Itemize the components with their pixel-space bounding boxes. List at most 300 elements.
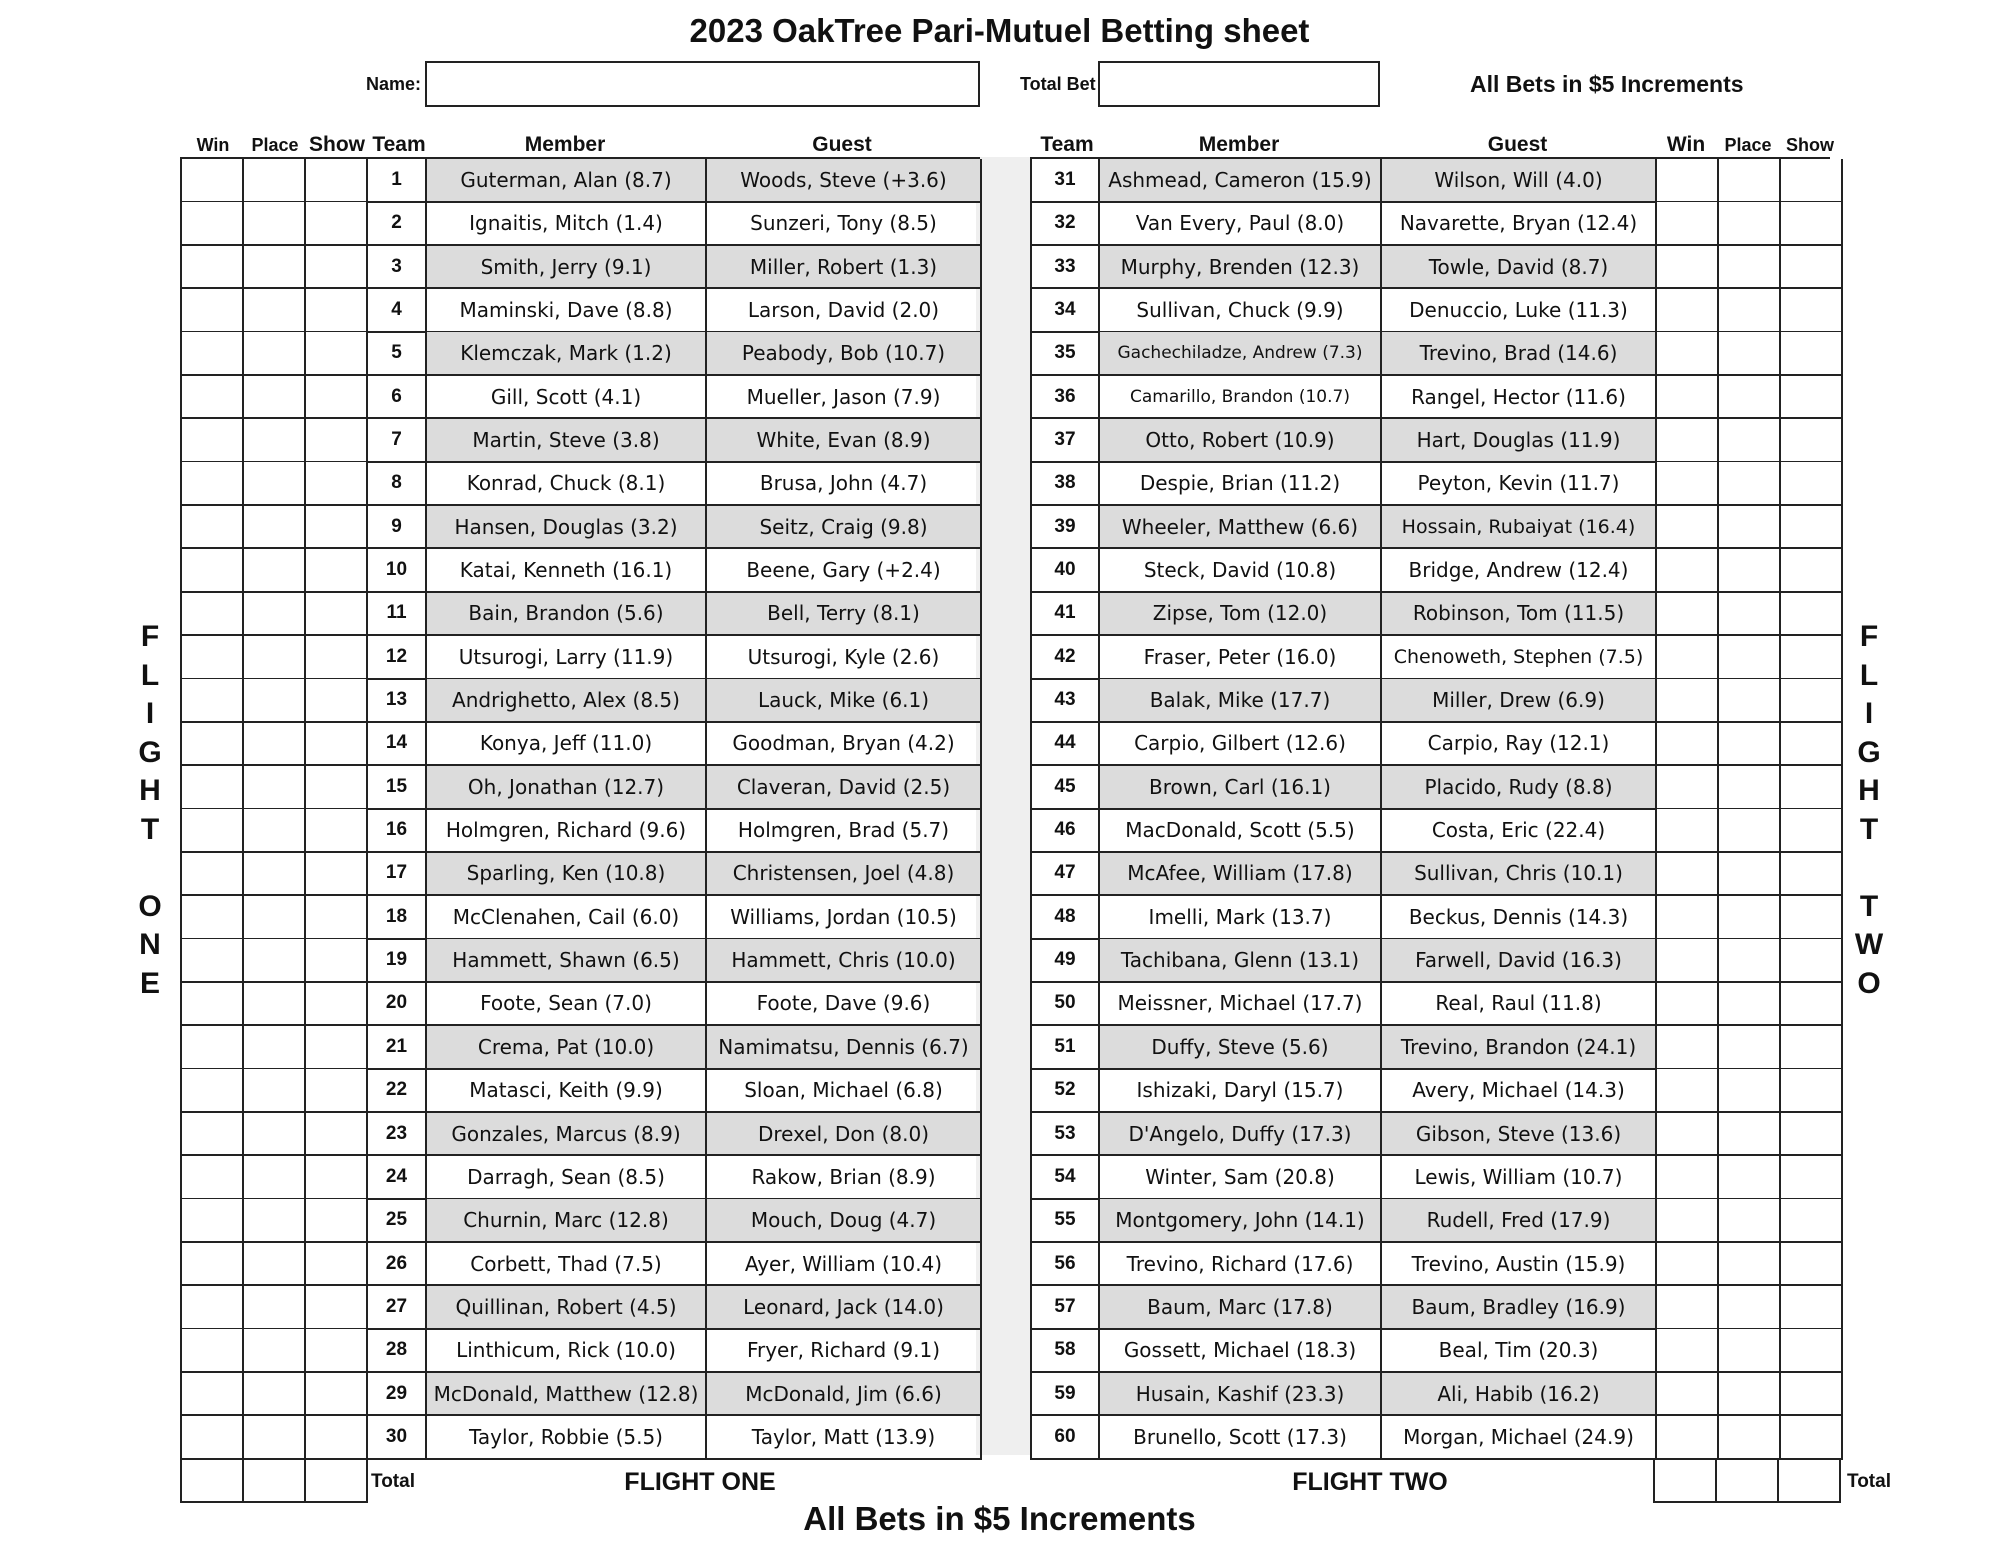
bet-win-cell[interactable] xyxy=(1657,1113,1719,1157)
member-name: Van Every, Paul (8.0) xyxy=(1100,202,1382,246)
table-row xyxy=(1030,1286,1841,1330)
bet-win-cell[interactable] xyxy=(1657,636,1719,680)
bet-place-cell[interactable] xyxy=(244,636,306,680)
bet-place-cell[interactable] xyxy=(244,419,306,463)
bet-show-cell[interactable] xyxy=(306,809,368,853)
bet-show-cell[interactable] xyxy=(306,246,368,290)
guest-name: Miller, Drew (6.9) xyxy=(1382,679,1657,723)
team-number: 2 xyxy=(368,202,427,246)
total-show-cell[interactable] xyxy=(306,1460,368,1504)
bet-show-cell[interactable] xyxy=(1781,1156,1843,1200)
guest-name: McDonald, Jim (6.6) xyxy=(707,1373,982,1417)
bet-place-cell[interactable] xyxy=(1719,246,1781,290)
team-number: 13 xyxy=(368,679,427,723)
table-row xyxy=(182,636,982,680)
bet-win-cell[interactable] xyxy=(1657,202,1719,246)
side-letter: L xyxy=(140,658,160,692)
bet-place-cell[interactable] xyxy=(1719,159,1781,203)
bet-place-cell[interactable] xyxy=(244,332,306,376)
guest-name: Rakow, Brian (8.9) xyxy=(707,1156,982,1200)
team-number: 36 xyxy=(1032,376,1100,420)
guest-name: Namimatsu, Dennis (6.7) xyxy=(707,1026,982,1070)
guest-name: Real, Raul (11.8) xyxy=(1382,983,1657,1027)
bet-place-cell[interactable] xyxy=(1719,506,1781,550)
bet-win-cell[interactable] xyxy=(1657,376,1719,420)
bet-show-cell[interactable] xyxy=(306,202,368,246)
member-name: Matasci, Keith (9.9) xyxy=(427,1069,707,1113)
bet-win-cell[interactable] xyxy=(182,679,244,723)
table-row xyxy=(1030,1069,1841,1113)
bet-place-cell[interactable] xyxy=(244,939,306,983)
bet-show-cell[interactable] xyxy=(1781,896,1843,940)
team-number: 31 xyxy=(1032,159,1100,203)
bet-win-cell[interactable] xyxy=(1657,419,1719,463)
bet-win-cell[interactable] xyxy=(182,1156,244,1200)
table-row xyxy=(182,679,982,723)
bet-win-cell[interactable] xyxy=(182,939,244,983)
bet-win-cell[interactable] xyxy=(1657,332,1719,376)
table-row xyxy=(1030,1416,1841,1460)
increments-note-footer: All Bets in $5 Increments xyxy=(803,1500,1196,1537)
total-place-cell[interactable] xyxy=(1717,1460,1779,1504)
bet-win-cell[interactable] xyxy=(182,332,244,376)
bet-win-cell[interactable] xyxy=(182,549,244,593)
bet-place-cell[interactable] xyxy=(1719,809,1781,853)
bet-place-cell[interactable] xyxy=(1719,462,1781,506)
bet-show-cell[interactable] xyxy=(306,159,368,203)
bet-show-cell[interactable] xyxy=(1781,506,1843,550)
bet-win-cell[interactable] xyxy=(1657,1243,1719,1287)
bet-show-cell[interactable] xyxy=(306,1199,368,1243)
bet-show-cell[interactable] xyxy=(1781,1243,1843,1287)
bet-place-cell[interactable] xyxy=(1719,1329,1781,1373)
bet-win-cell[interactable] xyxy=(1657,1416,1719,1460)
team-number: 6 xyxy=(368,376,427,420)
table-row xyxy=(1030,332,1841,376)
bet-win-cell[interactable] xyxy=(1657,1199,1719,1243)
bet-place-cell[interactable] xyxy=(244,1026,306,1070)
member-name: D'Angelo, Duffy (17.3) xyxy=(1100,1113,1382,1157)
table-row xyxy=(182,1329,982,1373)
bet-place-cell[interactable] xyxy=(244,376,306,420)
bet-win-cell[interactable] xyxy=(1657,1156,1719,1200)
bet-win-cell[interactable] xyxy=(182,159,244,203)
bet-win-cell[interactable] xyxy=(182,202,244,246)
bet-show-cell[interactable] xyxy=(306,766,368,810)
bet-place-cell[interactable] xyxy=(244,202,306,246)
member-name: Tachibana, Glenn (13.1) xyxy=(1100,939,1382,983)
bet-place-cell[interactable] xyxy=(244,549,306,593)
table-row xyxy=(182,289,982,333)
bet-win-cell[interactable] xyxy=(182,376,244,420)
bet-place-cell[interactable] xyxy=(244,289,306,333)
bet-win-cell[interactable] xyxy=(1657,1329,1719,1373)
bet-place-cell[interactable] xyxy=(1719,1026,1781,1070)
bet-show-cell[interactable] xyxy=(306,376,368,420)
team-number: 24 xyxy=(368,1156,427,1200)
bet-show-cell[interactable] xyxy=(1781,1113,1843,1157)
bet-place-cell[interactable] xyxy=(244,809,306,853)
bet-show-cell[interactable] xyxy=(306,723,368,767)
bet-win-cell[interactable] xyxy=(182,853,244,897)
bet-place-cell[interactable] xyxy=(1719,1156,1781,1200)
bet-win-cell[interactable] xyxy=(182,1329,244,1373)
bet-show-cell[interactable] xyxy=(306,1243,368,1287)
bet-place-cell[interactable] xyxy=(1719,896,1781,940)
bet-show-cell[interactable] xyxy=(306,1069,368,1113)
bet-win-cell[interactable] xyxy=(182,1026,244,1070)
bet-show-cell[interactable] xyxy=(306,506,368,550)
side-letter: O xyxy=(138,889,162,923)
bet-show-cell[interactable] xyxy=(306,853,368,897)
bet-win-cell[interactable] xyxy=(1657,1286,1719,1330)
bet-show-cell[interactable] xyxy=(1781,1026,1843,1070)
bet-place-cell[interactable] xyxy=(244,766,306,810)
bet-place-cell[interactable] xyxy=(1719,679,1781,723)
total-win-cell[interactable] xyxy=(182,1460,244,1504)
table-row xyxy=(182,809,982,853)
bet-show-cell[interactable] xyxy=(1781,939,1843,983)
bet-show-cell[interactable] xyxy=(1781,983,1843,1027)
bet-place-cell[interactable] xyxy=(1719,332,1781,376)
bet-place-cell[interactable] xyxy=(1719,1286,1781,1330)
bet-show-cell[interactable] xyxy=(1781,332,1843,376)
col-team-left: Team xyxy=(372,133,426,156)
bet-place-cell[interactable] xyxy=(244,1286,306,1330)
bet-place-cell[interactable] xyxy=(244,723,306,767)
col-member-left: Member xyxy=(524,133,606,156)
bet-show-cell[interactable] xyxy=(306,1113,368,1157)
bet-show-cell[interactable] xyxy=(1781,462,1843,506)
bet-show-cell[interactable] xyxy=(306,419,368,463)
member-name: Duffy, Steve (5.6) xyxy=(1100,1026,1382,1070)
bet-show-cell[interactable] xyxy=(306,679,368,723)
bet-place-cell[interactable] xyxy=(1719,1113,1781,1157)
guest-name: Rudell, Fred (17.9) xyxy=(1382,1199,1657,1243)
bet-show-cell[interactable] xyxy=(306,983,368,1027)
bet-place-cell[interactable] xyxy=(1719,376,1781,420)
flight-two-total-label: Total xyxy=(1847,1471,1891,1492)
side-letter: I xyxy=(1864,697,1874,730)
bet-place-cell[interactable] xyxy=(244,246,306,290)
member-name: MacDonald, Scott (5.5) xyxy=(1100,809,1382,853)
bet-show-cell[interactable] xyxy=(306,1329,368,1373)
bet-place-cell[interactable] xyxy=(244,853,306,897)
bet-show-cell[interactable] xyxy=(306,939,368,983)
bet-win-cell[interactable] xyxy=(182,636,244,680)
bet-show-cell[interactable] xyxy=(1781,593,1843,637)
team-number: 50 xyxy=(1032,983,1100,1027)
guest-name: Lauck, Mike (6.1) xyxy=(707,679,982,723)
guest-name: Taylor, Matt (13.9) xyxy=(707,1416,982,1460)
side-letter: H xyxy=(139,774,161,807)
bet-win-cell[interactable] xyxy=(1657,679,1719,723)
bet-win-cell[interactable] xyxy=(182,896,244,940)
total-place-cell[interactable] xyxy=(244,1460,306,1504)
team-number: 57 xyxy=(1032,1286,1100,1330)
bet-show-cell[interactable] xyxy=(1781,679,1843,723)
bet-win-cell[interactable] xyxy=(182,1286,244,1330)
bet-win-cell[interactable] xyxy=(1657,766,1719,810)
table-row xyxy=(182,939,982,983)
bet-show-cell[interactable] xyxy=(1781,1329,1843,1373)
bet-place-cell[interactable] xyxy=(1719,202,1781,246)
bet-place-cell[interactable] xyxy=(244,1199,306,1243)
total-show-cell[interactable] xyxy=(1779,1460,1841,1504)
bet-win-cell[interactable] xyxy=(182,1373,244,1417)
bet-show-cell[interactable] xyxy=(306,1156,368,1200)
side-letter: F xyxy=(1859,620,1879,653)
member-name: Balak, Mike (17.7) xyxy=(1100,679,1382,723)
guest-name: Goodman, Bryan (4.2) xyxy=(707,723,982,767)
bet-win-cell[interactable] xyxy=(182,1416,244,1460)
bet-place-cell[interactable] xyxy=(244,1243,306,1287)
member-name: Despie, Brian (11.2) xyxy=(1100,462,1382,506)
team-number: 11 xyxy=(368,593,427,637)
bet-place-cell[interactable] xyxy=(244,462,306,506)
member-name: Utsurogi, Larry (11.9) xyxy=(427,636,707,680)
name-input[interactable] xyxy=(425,61,980,107)
team-number: 27 xyxy=(368,1286,427,1330)
side-letter: T xyxy=(140,812,160,846)
bet-win-cell[interactable] xyxy=(182,1243,244,1287)
bet-show-cell[interactable] xyxy=(1781,1373,1843,1417)
bet-place-cell[interactable] xyxy=(244,896,306,940)
member-name: Otto, Robert (10.9) xyxy=(1100,419,1382,463)
bet-show-cell[interactable] xyxy=(306,1286,368,1330)
col-win-right: Win xyxy=(1666,133,1706,156)
col-win-left: Win xyxy=(196,135,230,155)
bet-show-cell[interactable] xyxy=(1781,289,1843,333)
team-number: 40 xyxy=(1032,549,1100,593)
bet-show-cell[interactable] xyxy=(1781,549,1843,593)
bet-win-cell[interactable] xyxy=(1657,506,1719,550)
center-divider xyxy=(976,157,1030,1455)
bet-show-cell[interactable] xyxy=(306,636,368,680)
team-number: 37 xyxy=(1032,419,1100,463)
bet-place-cell[interactable] xyxy=(244,1416,306,1460)
flight-one-total-label: Total xyxy=(371,1471,415,1492)
bet-win-cell[interactable] xyxy=(1657,246,1719,290)
bet-show-cell[interactable] xyxy=(1781,723,1843,767)
table-row xyxy=(182,246,982,290)
bet-win-cell[interactable] xyxy=(182,723,244,767)
bet-show-cell[interactable] xyxy=(306,1416,368,1460)
bet-win-cell[interactable] xyxy=(182,1199,244,1243)
bet-show-cell[interactable] xyxy=(306,1026,368,1070)
bet-place-cell[interactable] xyxy=(244,1329,306,1373)
bet-place-cell[interactable] xyxy=(244,1113,306,1157)
bet-win-cell[interactable] xyxy=(182,462,244,506)
bet-win-cell[interactable] xyxy=(182,766,244,810)
team-number: 54 xyxy=(1032,1156,1100,1200)
bet-win-cell[interactable] xyxy=(182,289,244,333)
bet-show-cell[interactable] xyxy=(1781,376,1843,420)
team-number: 19 xyxy=(368,939,427,983)
bet-show-cell[interactable] xyxy=(306,289,368,333)
bet-win-cell[interactable] xyxy=(182,419,244,463)
table-row xyxy=(182,766,982,810)
guest-name: Brusa, John (4.7) xyxy=(707,462,982,506)
bet-show-cell[interactable] xyxy=(1781,1416,1843,1460)
bet-show-cell[interactable] xyxy=(306,896,368,940)
flight-one-footer-label: FLIGHT ONE xyxy=(624,1468,776,1496)
bet-place-cell[interactable] xyxy=(1719,1243,1781,1287)
total-row xyxy=(180,1460,371,1504)
bet-show-cell[interactable] xyxy=(1781,202,1843,246)
member-name: Klemczak, Mark (1.2) xyxy=(427,332,707,376)
side-letter: H xyxy=(1858,774,1880,807)
team-number: 29 xyxy=(368,1373,427,1417)
table-row xyxy=(1030,939,1841,983)
bet-place-cell[interactable] xyxy=(1719,419,1781,463)
member-name: Katai, Kenneth (16.1) xyxy=(427,549,707,593)
member-name: Murphy, Brenden (12.3) xyxy=(1100,246,1382,290)
bet-place-cell[interactable] xyxy=(244,983,306,1027)
bet-show-cell[interactable] xyxy=(1781,1199,1843,1243)
table-row xyxy=(1030,636,1841,680)
guest-name: Carpio, Ray (12.1) xyxy=(1382,723,1657,767)
table-row xyxy=(1030,679,1841,723)
guest-name: Morgan, Michael (24.9) xyxy=(1382,1416,1657,1460)
table-row xyxy=(182,1026,982,1070)
team-number: 15 xyxy=(368,766,427,810)
member-name: McClenahen, Cail (6.0) xyxy=(427,896,707,940)
bet-show-cell[interactable] xyxy=(1781,853,1843,897)
bet-place-cell[interactable] xyxy=(1719,983,1781,1027)
member-name: Fraser, Peter (16.0) xyxy=(1100,636,1382,680)
guest-name: Rangel, Hector (11.6) xyxy=(1382,376,1657,420)
member-name: Smith, Jerry (9.1) xyxy=(427,246,707,290)
bet-place-cell[interactable] xyxy=(244,506,306,550)
bet-place-cell[interactable] xyxy=(244,1069,306,1113)
total-win-cell[interactable] xyxy=(1655,1460,1717,1504)
bet-place-cell[interactable] xyxy=(244,593,306,637)
team-number: 4 xyxy=(368,289,427,333)
team-number: 32 xyxy=(1032,202,1100,246)
flight-one-side-label xyxy=(130,618,170,1003)
member-name: Gill, Scott (4.1) xyxy=(427,376,707,420)
bet-win-cell[interactable] xyxy=(182,593,244,637)
sheet-title: 2023 OakTree Pari-Mutuel Betting sheet xyxy=(689,12,1310,49)
bet-show-cell[interactable] xyxy=(306,332,368,376)
bet-win-cell[interactable] xyxy=(1657,462,1719,506)
table-row xyxy=(182,1156,982,1200)
bet-show-cell[interactable] xyxy=(1781,159,1843,203)
bet-win-cell[interactable] xyxy=(1657,723,1719,767)
bet-show-cell[interactable] xyxy=(306,1373,368,1417)
bet-place-cell[interactable] xyxy=(1719,939,1781,983)
bet-show-cell[interactable] xyxy=(1781,246,1843,290)
bet-win-cell[interactable] xyxy=(1657,1069,1719,1113)
table-row xyxy=(1030,766,1841,810)
bet-win-cell[interactable] xyxy=(1657,593,1719,637)
guest-name: Sunzeri, Tony (8.5) xyxy=(707,202,982,246)
bet-place-cell[interactable] xyxy=(244,159,306,203)
bet-place-cell[interactable] xyxy=(1719,1199,1781,1243)
bet-win-cell[interactable] xyxy=(1657,896,1719,940)
team-number: 33 xyxy=(1032,246,1100,290)
bet-place-cell[interactable] xyxy=(1719,289,1781,333)
bet-win-cell[interactable] xyxy=(182,246,244,290)
bet-win-cell[interactable] xyxy=(1657,1373,1719,1417)
bet-show-cell[interactable] xyxy=(306,462,368,506)
bet-show-cell[interactable] xyxy=(1781,809,1843,853)
bet-win-cell[interactable] xyxy=(1657,939,1719,983)
member-name: Montgomery, John (14.1) xyxy=(1100,1199,1382,1243)
bet-show-cell[interactable] xyxy=(1781,1069,1843,1113)
guest-name: Peabody, Bob (10.7) xyxy=(707,332,982,376)
team-number: 26 xyxy=(368,1243,427,1287)
guest-name: Beene, Gary (+2.4) xyxy=(707,549,982,593)
bet-show-cell[interactable] xyxy=(306,549,368,593)
name-label: Name: xyxy=(366,74,422,94)
bet-win-cell[interactable] xyxy=(1657,549,1719,593)
member-name: Konya, Jeff (11.0) xyxy=(427,723,707,767)
bet-win-cell[interactable] xyxy=(1657,983,1719,1027)
bet-win-cell[interactable] xyxy=(182,809,244,853)
bet-win-cell[interactable] xyxy=(1657,853,1719,897)
bet-show-cell[interactable] xyxy=(1781,419,1843,463)
member-name: Churnin, Marc (12.8) xyxy=(427,1199,707,1243)
guest-name: Sullivan, Chris (10.1) xyxy=(1382,853,1657,897)
bet-place-cell[interactable] xyxy=(244,1156,306,1200)
bet-win-cell[interactable] xyxy=(182,983,244,1027)
bet-place-cell[interactable] xyxy=(244,1373,306,1417)
bet-show-cell[interactable] xyxy=(306,593,368,637)
bet-place-cell[interactable] xyxy=(1719,853,1781,897)
guest-name: Wilson, Will (4.0) xyxy=(1382,159,1657,203)
bet-show-cell[interactable] xyxy=(1781,766,1843,810)
table-row xyxy=(182,332,982,376)
team-number: 44 xyxy=(1032,723,1100,767)
member-name: Winter, Sam (20.8) xyxy=(1100,1156,1382,1200)
member-name: Gossett, Michael (18.3) xyxy=(1100,1329,1382,1373)
member-name: Brunello, Scott (17.3) xyxy=(1100,1416,1382,1460)
bet-win-cell[interactable] xyxy=(1657,289,1719,333)
bet-place-cell[interactable] xyxy=(1719,1416,1781,1460)
bet-win-cell[interactable] xyxy=(1657,159,1719,203)
total-bet-input[interactable] xyxy=(1098,61,1380,107)
bet-place-cell[interactable] xyxy=(1719,1069,1781,1113)
guest-name: Leonard, Jack (14.0) xyxy=(707,1286,982,1330)
member-name: Ignaitis, Mitch (1.4) xyxy=(427,202,707,246)
bet-win-cell[interactable] xyxy=(1657,1026,1719,1070)
bet-place-cell[interactable] xyxy=(1719,549,1781,593)
bet-win-cell[interactable] xyxy=(182,1069,244,1113)
team-number: 47 xyxy=(1032,853,1100,897)
bet-win-cell[interactable] xyxy=(182,1113,244,1157)
team-number: 30 xyxy=(368,1416,427,1460)
bet-place-cell[interactable] xyxy=(1719,593,1781,637)
bet-show-cell[interactable] xyxy=(1781,1286,1843,1330)
col-show-left: Show xyxy=(309,133,365,156)
table-row xyxy=(182,1416,982,1460)
bet-place-cell[interactable] xyxy=(1719,723,1781,767)
bet-place-cell[interactable] xyxy=(1719,766,1781,810)
bet-win-cell[interactable] xyxy=(182,506,244,550)
member-name: Linthicum, Rick (10.0) xyxy=(427,1329,707,1373)
flight-two-table xyxy=(1030,157,1830,1467)
bet-win-cell[interactable] xyxy=(1657,809,1719,853)
side-letter: G xyxy=(1857,735,1881,769)
bet-show-cell[interactable] xyxy=(1781,636,1843,680)
bet-place-cell[interactable] xyxy=(244,679,306,723)
bet-place-cell[interactable] xyxy=(1719,636,1781,680)
table-row xyxy=(182,462,982,506)
guest-name: Ayer, William (10.4) xyxy=(707,1243,982,1287)
bet-place-cell[interactable] xyxy=(1719,1373,1781,1417)
